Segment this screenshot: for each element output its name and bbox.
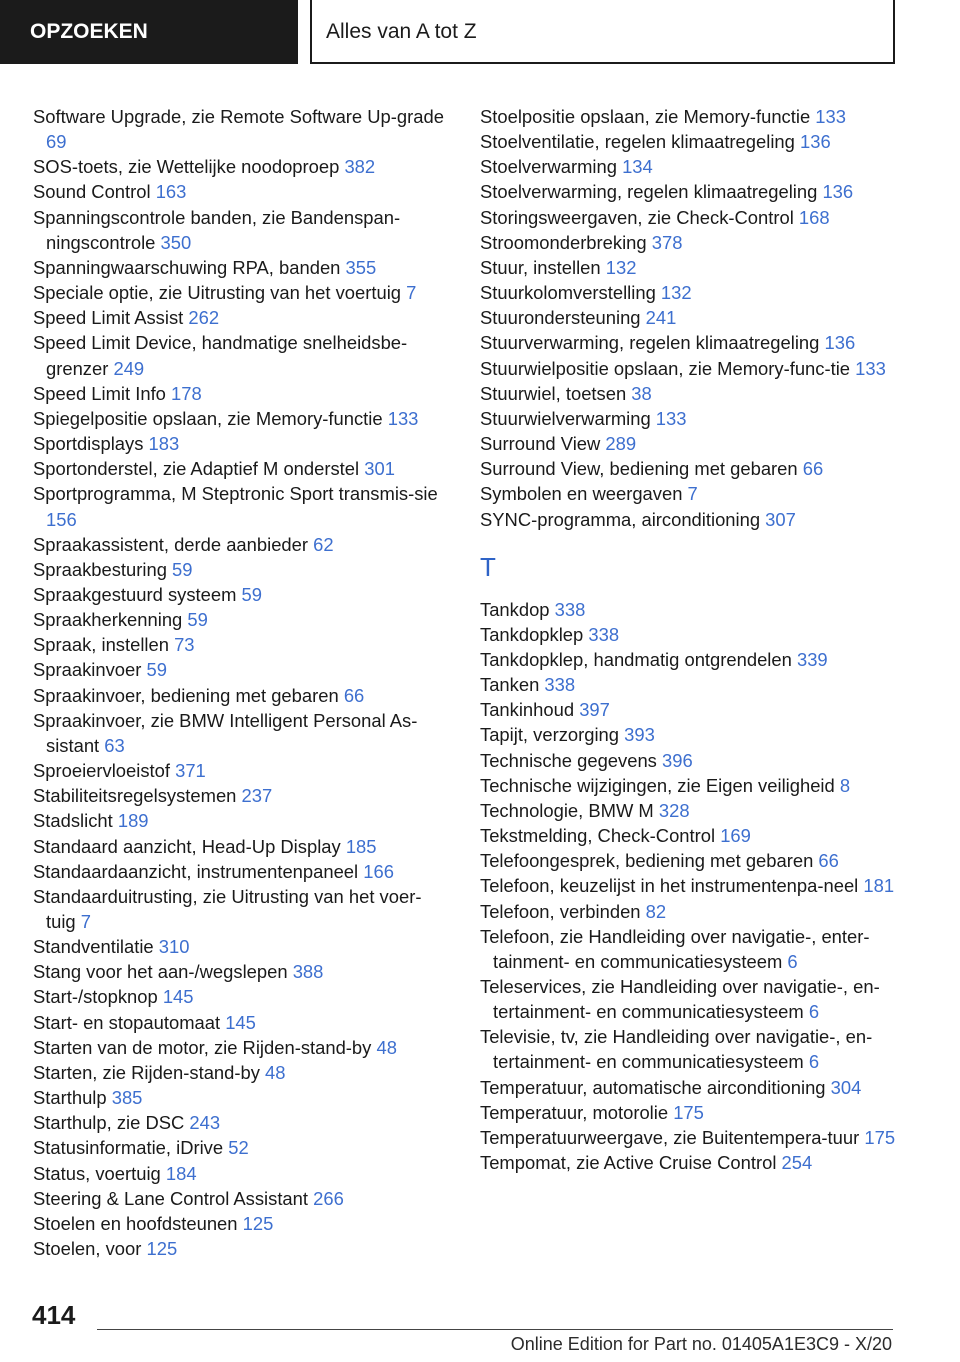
index-entry: [33, 1010, 445, 1035]
index-entry-page-link[interactable]: 59: [187, 609, 208, 631]
index-entry-text: Speed Limit Info: [33, 382, 172, 404]
index-entry-text: Spraak, instellen: [33, 634, 175, 656]
index-entry-page-link[interactable]: 133: [387, 407, 419, 429]
index-entry-text: Spraakassistent, derde aanbieder: [33, 533, 314, 555]
index-entry-text: Standaarduitrusting, zie Uitrusting van het voer‐tuig: [33, 885, 422, 932]
index-entry: [480, 507, 900, 532]
index-entry-text: Status, voertuig: [33, 1162, 166, 1184]
index-entry: [33, 532, 445, 557]
index-entry: [33, 255, 445, 280]
index-entry-page-link[interactable]: 125: [242, 1212, 274, 1234]
index-entry-text: Tankinhoud: [480, 699, 580, 721]
index-entry: [33, 582, 445, 607]
index-entry-text: Statusinformatie, iDrive: [33, 1137, 229, 1159]
index-entry: [33, 808, 445, 833]
index-entry: [480, 406, 900, 431]
index-entry-text: Stoelpositie opslaan, zie Memory-functie: [480, 106, 816, 127]
index-entry: [33, 758, 445, 783]
index-letter-heading: T: [480, 551, 496, 582]
index-entry-page-link[interactable]: 382: [344, 156, 376, 178]
index-entry-page-link[interactable]: 307: [765, 508, 796, 530]
page-number: 414: [32, 1300, 76, 1330]
index-entry-text: Spanningscontrole banden, zie Bandenspan‐ningscontrole: [33, 206, 401, 253]
index-entry-page-link[interactable]: 266: [313, 1187, 344, 1209]
index-entry-page-link[interactable]: 169: [720, 825, 751, 847]
index-entry: [480, 672, 900, 697]
index-entry-page-link[interactable]: 338: [544, 674, 576, 696]
index-entry-page-link[interactable]: 145: [162, 986, 194, 1008]
index-entry: [33, 1161, 445, 1186]
index-entry-text: Symbolen en weergaven: [480, 483, 688, 505]
index-entry-page-link[interactable]: 254: [781, 1152, 813, 1174]
index-entry-page-link[interactable]: 136: [799, 131, 831, 153]
index-entry-page-link[interactable]: 66: [802, 458, 824, 480]
index-entry: [33, 179, 445, 204]
index-entry: [33, 154, 445, 179]
index-entry: [480, 899, 900, 924]
index-entry-page-link[interactable]: 52: [228, 1137, 249, 1159]
index-entry: [480, 205, 900, 230]
index-entry-page-link[interactable]: 166: [363, 860, 394, 882]
index-entry-page-link[interactable]: 183: [148, 433, 180, 455]
index-entry-page-link[interactable]: 59: [172, 558, 193, 580]
index-entry-text: Spraakherkenning: [33, 609, 188, 631]
index-entry-text: Spraakinvoer: [33, 659, 147, 681]
index-entry-page-link[interactable]: 136: [824, 332, 856, 354]
index-entry: [480, 722, 900, 747]
index-entry-text: Teleservices, zie Handleiding over navigatie-, en‐tertainment- en communicatiesysteem: [480, 976, 880, 1023]
index-entry: [33, 632, 445, 657]
index-entry-text: Temperatuurweergave, zie Buitentempera‐tuur: [480, 1126, 865, 1148]
index-entry-text: Stoelen, voor: [33, 1238, 147, 1260]
index-entry-page-link[interactable]: 69: [46, 131, 67, 153]
index-entry-page-link[interactable]: 8: [839, 774, 851, 796]
index-entry-text: Tekstmelding, Check-Control: [480, 825, 721, 847]
index-entry-page-link[interactable]: 339: [796, 648, 828, 670]
index-entry: [480, 697, 900, 722]
index-entry-text: Telefoongesprek, bediening met gebaren: [480, 850, 819, 872]
index-entry-text: Software Upgrade, zie Remote Software Up‐grade: [33, 106, 444, 127]
index-entry: [33, 657, 445, 682]
index-entry-text: Stuurwiel, toetsen: [480, 382, 632, 404]
index-entry-page-link[interactable]: 133: [855, 357, 886, 379]
index-entry-text: Starthulp: [33, 1087, 112, 1109]
index-entry: [33, 1211, 445, 1236]
index-entry-text: Tankdopklep: [480, 623, 589, 645]
index-entry-text: Tanken: [480, 674, 545, 696]
index-entry-text: Storingsweergaven, zie Check-Control: [480, 206, 799, 228]
index-entry-page-link[interactable]: 136: [822, 181, 854, 203]
index-entry-text: Speed Limit Assist: [33, 307, 189, 329]
index-entry-page-link[interactable]: 66: [818, 850, 839, 872]
index-entry: [33, 205, 445, 255]
index-entry-page-link[interactable]: 181: [863, 875, 895, 897]
index-entry-page-link[interactable]: 134: [622, 156, 653, 178]
index-entry-text: Tankdopklep, handmatig ontgrendelen: [480, 648, 797, 670]
index-entry-text: Spraakbesturing: [33, 558, 173, 580]
index-entry: [33, 1085, 445, 1110]
index-entry-page-link[interactable]: 133: [815, 106, 846, 127]
index-entry: [33, 959, 445, 984]
index-entry: [33, 330, 445, 380]
index-entry-text: Technologie, BMW M: [480, 799, 659, 821]
index-entry: [480, 1024, 900, 1074]
index-entry-text: Stuur, instellen: [480, 256, 606, 278]
index-entry-page-link[interactable]: 7: [406, 282, 417, 304]
index-entry-page-link[interactable]: 243: [189, 1112, 221, 1134]
index-entry: [33, 1236, 445, 1261]
index-entry-text: Starten van de motor, zie Rijden-stand-by: [33, 1036, 377, 1058]
index-entry-page-link[interactable]: 62: [313, 533, 334, 555]
index-entry-page-link[interactable]: 6: [787, 950, 798, 972]
index-entry-page-link[interactable]: 237: [241, 785, 273, 807]
index-entry-page-link[interactable]: 184: [165, 1162, 197, 1184]
index-entry: [33, 984, 445, 1009]
index-entry-text: Stoelventilatie, regelen klimaatregeling: [480, 131, 800, 153]
index-entry-text: Starthulp, zie DSC: [33, 1112, 190, 1134]
index-entry-text: Spanningwaarschuwing RPA, banden: [33, 256, 346, 278]
index-entry: [480, 179, 900, 204]
index-entry: [33, 834, 445, 859]
index-entry: [33, 1186, 445, 1211]
index-entry-page-link[interactable]: 328: [658, 799, 690, 821]
index-entry-page-link[interactable]: 7: [80, 911, 91, 932]
index-entry-page-link[interactable]: 133: [655, 407, 687, 429]
index-entry: [480, 456, 900, 481]
index-entry: [33, 104, 445, 154]
index-entry-text: Sproeiervloeistof: [33, 760, 176, 782]
index-entry-page-link[interactable]: 73: [174, 634, 195, 656]
index-entry-text: Telefoon, keuzelijst in het instrumentenpa‐neel: [480, 875, 864, 897]
index-entry-text: Stadslicht: [33, 810, 118, 832]
index-entry-text: Telefoon, zie Handleiding over navigatie-, enter‐tainment- en communicatiesysteem: [480, 925, 870, 972]
index-entry-page-link[interactable]: 178: [171, 382, 202, 404]
footer-edition-text: Online Edition for Part no. 01405A1E3C9 - X/20: [510, 1334, 892, 1354]
index-entry-text: Spraakinvoer, bediening met gebaren: [33, 684, 344, 706]
index-entry-page-link[interactable]: 304: [830, 1076, 862, 1098]
index-entry-page-link[interactable]: 175: [673, 1101, 704, 1123]
index-entry-text: Spiegelpositie opslaan, zie Memory-functie: [33, 407, 388, 429]
index-entry: [33, 607, 445, 632]
index-entry-text: Stuurwielverwarming: [480, 407, 656, 429]
index-entry: [480, 381, 900, 406]
index-entry: [33, 381, 445, 406]
index-entry: [33, 1035, 445, 1060]
index-entry-page-link[interactable]: 175: [864, 1126, 896, 1148]
index-entry: [33, 1110, 445, 1135]
index-entry-text: Stroomonderbreking: [480, 231, 652, 253]
index-entry-text: Stuurondersteuning: [480, 307, 646, 329]
index-entry: [480, 1100, 900, 1125]
index-entry: [33, 934, 445, 959]
index-entry-text: Sound Control: [33, 181, 156, 203]
index-entry: [480, 622, 900, 647]
index-entry: [33, 280, 445, 305]
index-entry: [480, 597, 900, 622]
index-entry-text: Stuurwielpositie opslaan, zie Memory-func‐tie: [480, 357, 856, 379]
index-entry-text: Technische wijzigingen, zie Eigen veiligheid: [480, 774, 840, 796]
index-entry-page-link[interactable]: 249: [113, 357, 145, 379]
index-entry-page-link[interactable]: 48: [265, 1061, 286, 1083]
index-entry: [480, 924, 900, 974]
index-entry-page-link[interactable]: 338: [588, 623, 620, 645]
index-column-left: [33, 104, 445, 1261]
index-entry-page-link[interactable]: 301: [364, 458, 395, 480]
index-entry-page-link[interactable]: 289: [605, 433, 637, 455]
index-entry: [480, 305, 900, 330]
index-entry: [480, 230, 900, 255]
index-entry-text: Technische gegevens: [480, 749, 662, 771]
footer-rule: [97, 1329, 893, 1330]
section-tab: OPZOEKEN: [0, 0, 298, 64]
index-entry: [480, 974, 900, 1024]
index-entry-page-link[interactable]: 371: [175, 760, 206, 782]
index-entry-page-link[interactable]: 378: [651, 231, 683, 253]
index-entry-text: Standventilatie: [33, 936, 159, 958]
index-entry-page-link[interactable]: 241: [645, 307, 677, 329]
index-entry-text: Stoelverwarming, regelen klimaatregeling: [480, 181, 823, 203]
index-entry-page-link[interactable]: 38: [631, 382, 652, 404]
index-entry-text: Tempomat, zie Active Cruise Control: [480, 1152, 782, 1174]
index-entry: [33, 783, 445, 808]
index-entry: [480, 773, 900, 798]
index-entry-text: Stabiliteitsregelsystemen: [33, 785, 242, 807]
index-entry-page-link[interactable]: 145: [225, 1011, 256, 1033]
index-entry-page-link[interactable]: 355: [345, 256, 377, 278]
index-entry: [33, 406, 445, 431]
index-entry-page-link[interactable]: 63: [104, 734, 125, 756]
index-entry-text: Sportonderstel, zie Adaptief M onderstel: [33, 458, 365, 480]
page-header-title: Alles van A tot Z: [310, 0, 895, 64]
index-entry-text: Standaard aanzicht, Head-Up Display: [33, 835, 346, 857]
index-entry-page-link[interactable]: 350: [160, 231, 192, 253]
index-entry-text: Sportdisplays: [33, 433, 149, 455]
index-entry-text: Start- en stopautomaat: [33, 1011, 226, 1033]
index-entry: [33, 859, 445, 884]
index-entry: [480, 330, 900, 355]
index-entry-text: Tankdop: [480, 598, 555, 620]
index-entry-text: Surround View: [480, 433, 606, 455]
index-entry: [480, 1075, 900, 1100]
index-entry-text: Tapijt, verzorging: [480, 724, 625, 746]
index-entry-page-link[interactable]: 48: [376, 1036, 397, 1058]
index-entry-page-link[interactable]: 262: [188, 307, 220, 329]
index-entry-page-link[interactable]: 396: [661, 749, 693, 771]
index-entry: [480, 823, 900, 848]
index-entry-text: Speed Limit Device, handmatige snelheidsbe‐grenzer: [33, 332, 408, 379]
index-entry-page-link[interactable]: 338: [554, 598, 586, 620]
index-entry: [480, 873, 900, 898]
index-entry-page-link[interactable]: 388: [292, 961, 324, 983]
index-entry-page-link[interactable]: 393: [624, 724, 655, 746]
index-entry-page-link[interactable]: 82: [645, 900, 667, 922]
index-entry-page-link[interactable]: 59: [241, 583, 262, 605]
index-entry-text: Telefoon, verbinden: [480, 900, 646, 922]
index-entry: [33, 481, 445, 531]
index-entry-text: SYNC-programma, airconditioning: [480, 508, 766, 530]
index-entry-page-link[interactable]: 185: [345, 835, 377, 857]
index-entry: [480, 848, 900, 873]
index-entry-text: Standaardaanzicht, instrumentenpaneel: [33, 860, 364, 882]
index-entry-page-link[interactable]: 189: [117, 810, 149, 832]
index-entry-page-link[interactable]: 6: [808, 1001, 820, 1023]
index-entry: [480, 798, 900, 823]
index-entry-text: Speciale optie, zie Uitrusting van het voertuig: [33, 282, 407, 304]
index-entry: [480, 356, 900, 381]
index-column-right: [480, 104, 900, 1175]
index-entry-text: Start-/stopknop: [33, 986, 163, 1008]
index-entry: [33, 557, 445, 582]
index-entry-text: Temperatuur, motorolie: [480, 1101, 674, 1123]
index-entry: [480, 129, 900, 154]
index-entry-page-link[interactable]: 132: [605, 256, 637, 278]
index-entry-text: Spraakgestuurd systeem: [33, 583, 242, 605]
index-entry-page-link[interactable]: 156: [46, 508, 77, 530]
index-entry-page-link[interactable]: 397: [579, 699, 610, 721]
index-entry: [480, 104, 900, 129]
index-entry: [480, 748, 900, 773]
index-entry-page-link[interactable]: 6: [808, 1051, 820, 1073]
index-entry-text: Stoelen en hoofdsteunen: [33, 1212, 243, 1234]
index-entry: [33, 305, 445, 330]
index-entry: [33, 884, 445, 934]
index-entry-page-link[interactable]: 66: [343, 684, 365, 706]
index-entry: [33, 683, 445, 708]
index-entry: [33, 708, 445, 758]
index-entry-text: Sportprogramma, M Steptronic Sport transmis‐sie: [33, 483, 438, 505]
index-entry-text: Stoelverwarming: [480, 156, 623, 178]
index-entry-text: Stuurkolomverstelling: [480, 282, 661, 304]
index-entry-page-link[interactable]: 163: [155, 181, 187, 203]
index-entry-text: Televisie, tv, zie Handleiding over navigatie-, en‐tertainment- en communicatiesysteem: [480, 1026, 873, 1073]
index-entry: [33, 1135, 445, 1160]
index-entry-page-link[interactable]: 59: [146, 659, 167, 681]
index-entry-text: Stuurverwarming, regelen klimaatregeling: [480, 332, 825, 354]
index-entry: [33, 456, 445, 481]
index-entry: [33, 1060, 445, 1085]
index-entry-page-link[interactable]: 168: [798, 206, 830, 228]
index-entry-text: Surround View, bediening met gebaren: [480, 458, 803, 480]
index-entry-text: Stang voor het aan-/wegslepen: [33, 961, 293, 983]
index-entry: [33, 431, 445, 456]
index-entry-text: Temperatuur, automatische airconditioning: [480, 1076, 831, 1098]
index-entry: [480, 154, 900, 179]
index-entry-text: Spraakinvoer, zie BMW Intelligent Personal As‐sistant: [33, 709, 418, 756]
index-entry-text: Starten, zie Rijden-stand-by: [33, 1061, 266, 1083]
index-entry: [480, 280, 900, 305]
index-entry-text: SOS-toets, zie Wettelijke noodoproep: [33, 156, 345, 178]
index-entry: [480, 647, 900, 672]
index-entry-page-link[interactable]: 125: [146, 1238, 178, 1260]
index-entry: [480, 1150, 900, 1175]
index-entry: [480, 431, 900, 456]
index-entry-page-link[interactable]: 385: [111, 1087, 143, 1109]
index-entry: [480, 1125, 900, 1150]
index-entry-page-link[interactable]: 132: [660, 282, 692, 304]
index-entry-page-link[interactable]: 310: [158, 936, 190, 958]
index-entry: [480, 255, 900, 280]
index-entry-text: Steering & Lane Control Assistant: [33, 1187, 314, 1209]
index-entry: [480, 481, 900, 506]
index-entry-page-link[interactable]: 7: [687, 483, 698, 505]
